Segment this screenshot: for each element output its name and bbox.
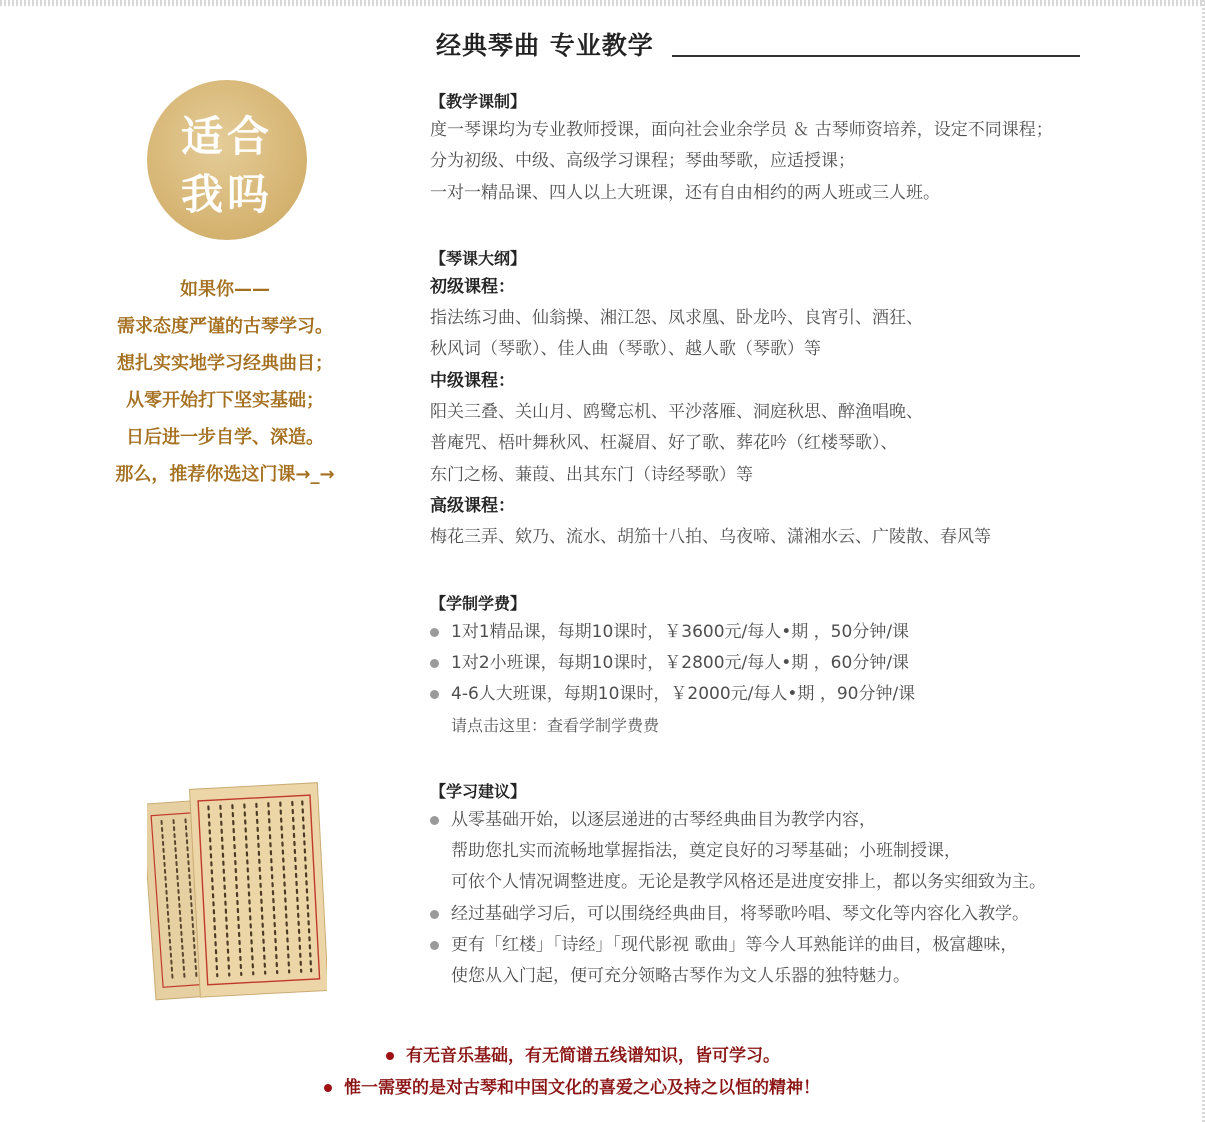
- suitable-badge: [147, 80, 307, 240]
- section-heading-fees: 【学制学费】: [430, 593, 527, 613]
- fee-item: 1对1精品课，每期10课时，￥3600元/每人•期 ，50分钟/课: [430, 617, 1190, 648]
- bullet-icon: [430, 659, 439, 668]
- red-bullet-icon: [324, 1084, 332, 1092]
- beginner-line: 指法练习曲、仙翁操、湘江怨、凤求凰、卧龙吟、良宵引、酒狂、: [430, 308, 923, 329]
- view-fees-link[interactable]: 请点击这里：查看学制学费费: [451, 716, 660, 736]
- bullet-icon: [430, 910, 439, 919]
- bullet-icon: [430, 941, 439, 950]
- teaching-line: 分为初级、中级、高级学习课程；琴曲琴歌，应适授课；: [430, 151, 855, 172]
- beginner-line: 秋风词（琴歌）、佳人曲（琴歌）、越人歌（琴歌）等: [430, 339, 821, 360]
- audience-line: 想扎实实地学习经典曲目；: [117, 353, 333, 374]
- advice-item: 经过基础学习后，可以围绕经典曲目，将琴歌吟唱、琴文化等内容化入教学。: [430, 899, 1190, 930]
- advice-line: 使您从入门起，便可充分领略古琴作为文人乐器的独特魅力。: [451, 966, 910, 987]
- teaching-line: 度一琴课均为专业教师授课，面向社会业余学员 ＆ 古琴师资培养，设定不同课程；: [430, 120, 1053, 140]
- top-dotted-border: [0, 0, 1205, 6]
- audience-line: 需求态度严谨的古琴学习。: [117, 316, 333, 337]
- audience-line: 从零开始打下坚实基础；: [126, 390, 324, 411]
- section-heading-advice: 【学习建议】: [430, 781, 527, 801]
- red-bullet-icon: [386, 1052, 394, 1060]
- advanced-line: 梅花三弄、欸乃、流水、胡笳十八拍、乌夜啼、潇湘水云、广陵散、春风等: [430, 527, 991, 548]
- note-line: 惟一需要的是对古琴和中国文化的喜爱之心及持之以恒的精神！: [0, 1072, 1205, 1104]
- fee-item: 1对2小班课，每期10课时，￥2800元/每人•期 ，60分钟/课: [430, 648, 1190, 679]
- bullet-icon: [430, 816, 439, 825]
- teaching-line: 一对一精品课、四人以上大班课，还有自由相约的两人班或三人班。: [430, 182, 940, 203]
- beginner-label: 初级课程：: [430, 276, 515, 297]
- audience-line: 日后进一步自学、深造。: [126, 427, 324, 448]
- course-details: [430, 89, 1190, 993]
- title-underline: [672, 55, 1080, 57]
- intermediate-line: 东门之杨、蒹葭、出其东门（诗经琴歌）等: [430, 464, 753, 485]
- audience-line: 那么，推荐你选这门课→_→: [115, 464, 335, 485]
- advice-item: 更有「红楼」「诗经」「现代影视 歌曲」等今人耳熟能详的曲目，极富趣味，: [430, 930, 1190, 961]
- page-title: 经典琴曲 专业教学: [436, 31, 654, 60]
- intermediate-label: 中级课程：: [430, 370, 515, 391]
- advanced-label: 高级课程：: [430, 495, 515, 516]
- advice-item: 从零基础开始，以逐层递进的古琴经典曲目为教学内容，: [430, 805, 1190, 836]
- section-heading-outline: 【琴课大纲】: [430, 248, 527, 268]
- audience-list: [60, 276, 390, 498]
- badge-line-1: 适合: [180, 112, 273, 161]
- intermediate-line: 普庵咒、梧叶舞秋风、枉凝眉、好了歌、葬花吟（红楼琴歌）、: [430, 433, 898, 454]
- advice-line: 可依个人情况调整进度。无论是教学风格还是进度安排上，都以务实细致为主。: [451, 872, 1046, 893]
- section-heading-teaching: 【教学课制】: [430, 92, 527, 111]
- bullet-icon: [430, 690, 439, 699]
- advice-line: 帮助您扎实而流畅地掌握指法，奠定良好的习琴基础；小班制授课，: [451, 841, 961, 862]
- note-line: 有无音乐基础，有无简谱五线谱知识，皆可学习。: [0, 1040, 1205, 1072]
- audience-line: 如果你——: [180, 279, 270, 300]
- sheet-music-scroll-image: [147, 778, 327, 1003]
- bottom-notes: [0, 1040, 1205, 1104]
- intermediate-line: 阳关三叠、关山月、鸥鹭忘机、平沙落雁、洞庭秋思、醉渔唱晚、: [430, 402, 923, 423]
- bullet-icon: [430, 628, 439, 637]
- badge-line-2: 我吗: [180, 170, 273, 219]
- fee-item: 4-6人大班课，每期10课时，￥2000元/每人•期 ，90分钟/课: [430, 679, 1190, 710]
